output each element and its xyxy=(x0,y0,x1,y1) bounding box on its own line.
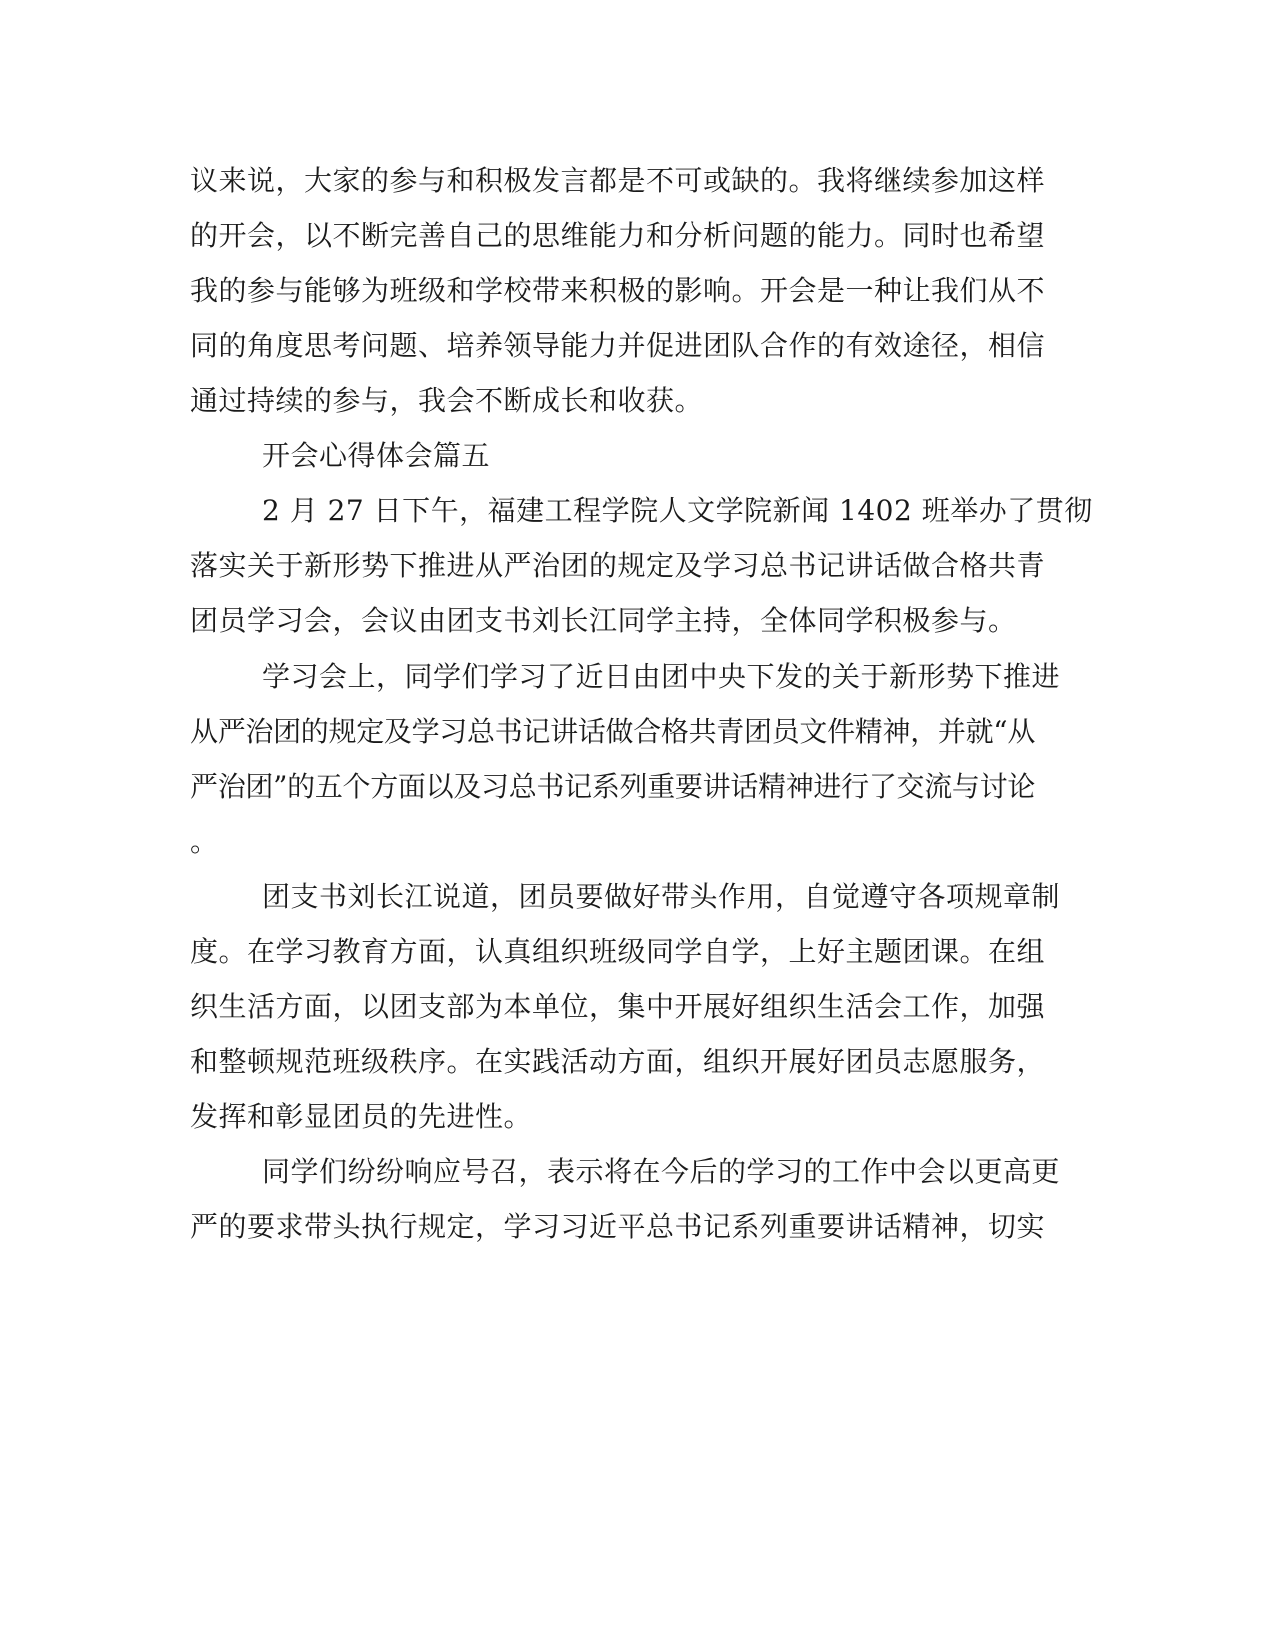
text-line: 同的角度思考问题、培养领导能力并促进团队合作的有效途径，相信 xyxy=(190,329,1046,362)
text-line: 学习会上，同学们学习了近日由团中央下发的关于新形势下推进 xyxy=(262,660,1061,693)
text-line: 2 月 27 日下午，福建工程学院人文学院新闻 1402 班举办了贯彻 xyxy=(262,494,1093,527)
text-line: 团员学习会，会议由团支书刘长江同学主持，全体同学积极参与。 xyxy=(190,604,1017,637)
text-line: 从严治团的规定及学习总书记讲话做合格共青团员文件精神，并就“从 xyxy=(190,715,1036,748)
text-line: 发挥和彰显团员的先进性。 xyxy=(190,1100,533,1133)
text-line: 团支书刘长江说道，团员要做好带头作用，自觉遵守各项规章制 xyxy=(262,880,1061,913)
text-line: 同学们纷纷响应号召，表示将在今后的学习的工作中会以更高更 xyxy=(262,1155,1061,1188)
text-line: 织生活方面，以团支部为本单位，集中开展好组织生活会工作，加强 xyxy=(190,990,1046,1023)
text-line: 严的要求带头执行规定，学习习近平总书记系列重要讲话精神，切实 xyxy=(190,1210,1046,1243)
text-line: 度。在学习教育方面，认真组织班级同学自学，上好主题团课。在组 xyxy=(190,935,1046,968)
text-line: 我的参与能够为班级和学校带来积极的影响。开会是一种让我们从不 xyxy=(190,274,1046,307)
text-line: 通过持续的参与，我会不断成长和收获。 xyxy=(190,384,704,417)
section-heading: 开会心得体会篇五 xyxy=(262,439,491,472)
text-line: 落实关于新形势下推进从严治团的规定及学习总书记讲话做合格共青 xyxy=(190,549,1046,582)
text-line: 的开会，以不断完善自己的思维能力和分析问题的能力。同时也希望 xyxy=(190,219,1046,252)
text-line: 。 xyxy=(190,825,219,858)
text-line: 和整顿规范班级秩序。在实践活动方面，组织开展好团员志愿服务， xyxy=(190,1045,1046,1078)
text-line: 严治团”的五个方面以及习总书记系列重要讲话精神进行了交流与讨论 xyxy=(190,770,1036,803)
text-line: 议来说，大家的参与和积极发言都是不可或缺的。我将继续参加这样 xyxy=(190,164,1046,197)
